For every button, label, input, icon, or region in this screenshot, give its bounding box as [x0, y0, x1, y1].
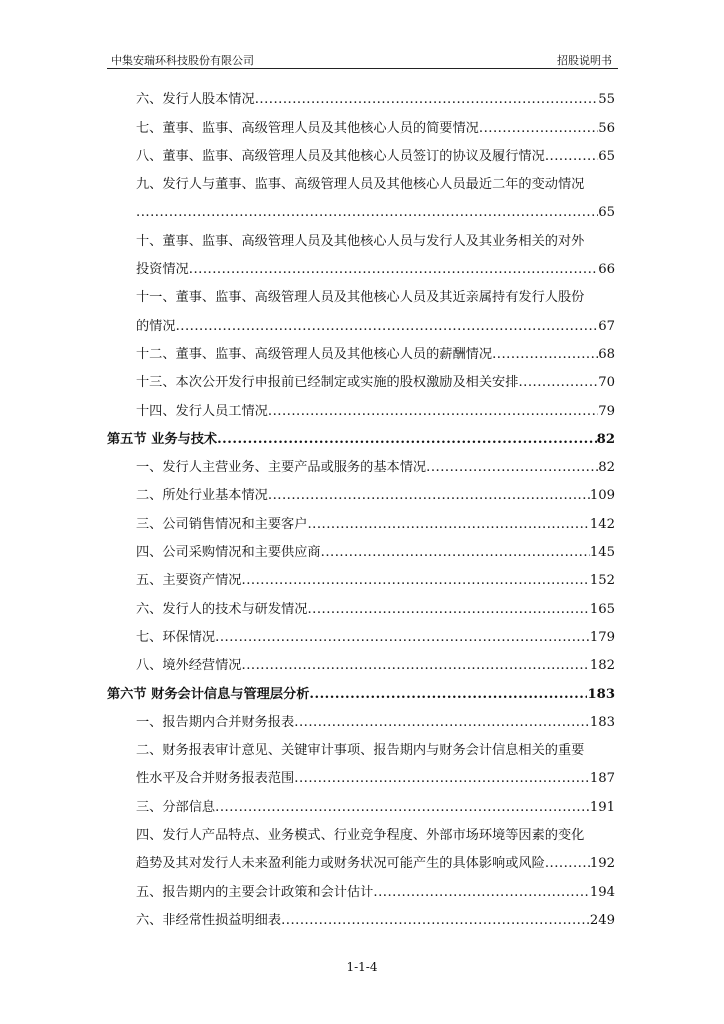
toc-entry-title: 八、董事、监事、高级管理人员及其他核心人员签订的协议及履行情况	[136, 148, 545, 164]
toc-page-number: 183	[587, 686, 615, 702]
toc-entry[interactable]	[107, 339, 615, 367]
toc-leader-dots	[242, 573, 590, 589]
toc-leader-dots	[176, 319, 599, 335]
toc-leader-dots	[189, 262, 598, 278]
toc-leader-dots	[268, 404, 598, 420]
toc-page-number: 183	[589, 714, 615, 730]
toc-page-number: 145	[589, 545, 615, 561]
toc-page-number: 187	[589, 771, 615, 787]
toc-entry-title: 五、主要资产情况	[136, 573, 242, 589]
page-number: 1-1-4	[346, 960, 378, 974]
toc-entry[interactable]	[107, 282, 615, 310]
toc-leader-dots	[479, 121, 598, 137]
toc-entry-title: 十、董事、监事、高级管理人员及其他核心人员与发行人及其业务相关的对外	[136, 233, 585, 249]
toc-entry-title: 八、境外经营情况	[136, 658, 242, 674]
toc-entry[interactable]	[107, 848, 615, 876]
toc-entry-title: 六、发行人股本情况	[136, 92, 255, 108]
toc-entry[interactable]	[107, 905, 615, 933]
toc-entry-title: 十二、董事、监事、高级管理人员及其他核心人员的薪酬情况	[136, 346, 493, 362]
toc-entry-title: 十四、发行人员工情况	[136, 403, 268, 419]
document-type: 招股说明书	[557, 54, 612, 67]
toc-page-number: 65	[598, 148, 615, 164]
toc-leader-dots	[294, 771, 590, 787]
toc-page-number: 142	[589, 516, 615, 532]
toc-entry-title: 二、所处行业基本情况	[136, 488, 268, 504]
toc-leader-dots	[294, 715, 590, 731]
toc-entry[interactable]	[107, 622, 615, 650]
toc-page-number: 152	[589, 573, 615, 589]
toc-page-number: 70	[598, 375, 615, 391]
toc-entry-title: 第六节 财务会计信息与管理层分析	[107, 686, 310, 702]
toc-entry-title: 一、报告期内合并财务报表	[136, 714, 295, 730]
toc-page-number: 192	[589, 856, 615, 872]
toc-entry-title: 九、发行人与董事、监事、高级管理人员及其他核心人员最近二年的变动情况	[136, 177, 585, 193]
toc-page-number: 165	[589, 601, 615, 617]
toc-entry[interactable]	[107, 565, 615, 593]
toc-entry[interactable]	[107, 707, 615, 735]
toc-entry-title: 的情况	[136, 318, 176, 334]
toc-entry-title: 投资情况	[136, 262, 189, 278]
page-header	[107, 50, 618, 69]
toc-leader-dots	[321, 545, 590, 561]
toc-page-number: 82	[598, 460, 615, 476]
toc-entry[interactable]	[107, 84, 615, 112]
toc-page-number: 67	[598, 318, 615, 334]
toc-entry[interactable]	[107, 763, 615, 791]
toc-entry-title: 十三、本次公开发行申报前已经制定或实施的股权激励及相关安排	[136, 375, 519, 391]
toc-entry[interactable]	[107, 508, 615, 536]
toc-entry[interactable]	[107, 169, 615, 197]
toc-entry-title: 二、财务报表审计意见、关键审计事项、报告期内与财务会计信息相关的重要	[136, 743, 585, 759]
toc-entry-title: 七、环保情况	[136, 629, 216, 645]
toc-entry[interactable]	[107, 310, 615, 338]
toc-entry[interactable]	[107, 112, 615, 140]
toc-entry-title: 四、公司采购情况和主要供应商	[136, 545, 321, 561]
toc-entry[interactable]	[107, 254, 615, 282]
toc-entry[interactable]	[107, 141, 615, 169]
toc-leader-dots	[373, 885, 589, 901]
toc-entry-title: 性水平及合并财务报表范围	[136, 771, 295, 787]
toc-leader-dots	[268, 488, 590, 504]
toc-entry-title: 五、报告期内的主要会计政策和会计估计	[136, 884, 374, 900]
toc-entry[interactable]	[107, 593, 615, 621]
toc-entry[interactable]	[107, 225, 615, 253]
toc-entry[interactable]	[107, 395, 615, 423]
toc-entry[interactable]	[107, 367, 615, 395]
toc-leader-dots	[255, 92, 599, 108]
toc-leader-dots	[281, 913, 590, 929]
toc-entry[interactable]	[107, 480, 615, 508]
toc-section-heading[interactable]	[107, 678, 615, 706]
toc-leader-dots	[309, 687, 587, 703]
toc-page-number: 65	[598, 205, 615, 221]
toc-page-number: 191	[589, 799, 615, 815]
toc-entry[interactable]	[107, 650, 615, 678]
toc-leader-dots	[545, 149, 598, 165]
toc-entry[interactable]	[107, 452, 615, 480]
toc-entry-title: 四、发行人产品特点、业务模式、行业竞争程度、外部市场环境等因素的变化	[136, 828, 585, 844]
toc-leader-dots	[215, 630, 590, 646]
table-of-contents	[107, 84, 615, 933]
toc-page-number: 66	[598, 262, 615, 278]
toc-page-number: 194	[589, 884, 615, 900]
toc-entry-title: 趋势及其对发行人未来盈利能力或财务状况可能产生的具体影响或风险	[136, 856, 545, 872]
toc-leader-dots	[545, 856, 590, 872]
toc-leader-dots	[217, 432, 597, 448]
toc-entry[interactable]	[107, 876, 615, 904]
toc-leader-dots	[307, 517, 589, 533]
toc-entry-title: 六、发行人的技术与研发情况	[136, 601, 308, 617]
toc-page-number: 55	[598, 92, 615, 108]
toc-page-number: 56	[598, 120, 615, 136]
company-name: 中集安瑞环科技股份有限公司	[111, 54, 254, 67]
toc-entry[interactable]	[107, 735, 615, 763]
toc-entry[interactable]	[107, 197, 615, 225]
toc-entry-title: 一、发行人主营业务、主要产品或服务的基本情况	[136, 460, 427, 476]
toc-leader-dots	[242, 658, 590, 674]
toc-page-number: 249	[589, 912, 615, 928]
toc-entry[interactable]	[107, 537, 615, 565]
toc-leader-dots	[307, 602, 589, 618]
toc-page-number: 82	[596, 431, 615, 447]
toc-page-number: 182	[589, 658, 615, 674]
toc-leader-dots	[426, 460, 598, 476]
toc-page-number: 79	[598, 403, 615, 419]
toc-entry[interactable]	[107, 791, 615, 819]
toc-section-heading[interactable]	[107, 424, 615, 452]
toc-page-number: 109	[589, 488, 615, 504]
toc-entry-title: 七、董事、监事、高级管理人员及其他核心人员的简要情况	[136, 120, 479, 136]
toc-page-number: 68	[598, 346, 615, 362]
toc-entry-title: 十一、董事、监事、高级管理人员及其他核心人员及其近亲属持有发行人股份	[136, 290, 585, 306]
toc-entry-title: 第五节 业务与技术	[107, 431, 218, 447]
toc-leader-dots	[492, 347, 598, 363]
toc-page-number: 179	[589, 629, 615, 645]
toc-leader-dots	[518, 375, 598, 391]
toc-entry-title: 六、非经常性损益明细表	[136, 912, 282, 928]
toc-entry-title: 三、公司销售情况和主要客户	[136, 516, 308, 532]
toc-leader-dots	[215, 800, 590, 816]
toc-entry-title: 三、分部信息	[136, 799, 216, 815]
toc-leader-dots	[136, 205, 598, 221]
toc-entry[interactable]	[107, 820, 615, 848]
